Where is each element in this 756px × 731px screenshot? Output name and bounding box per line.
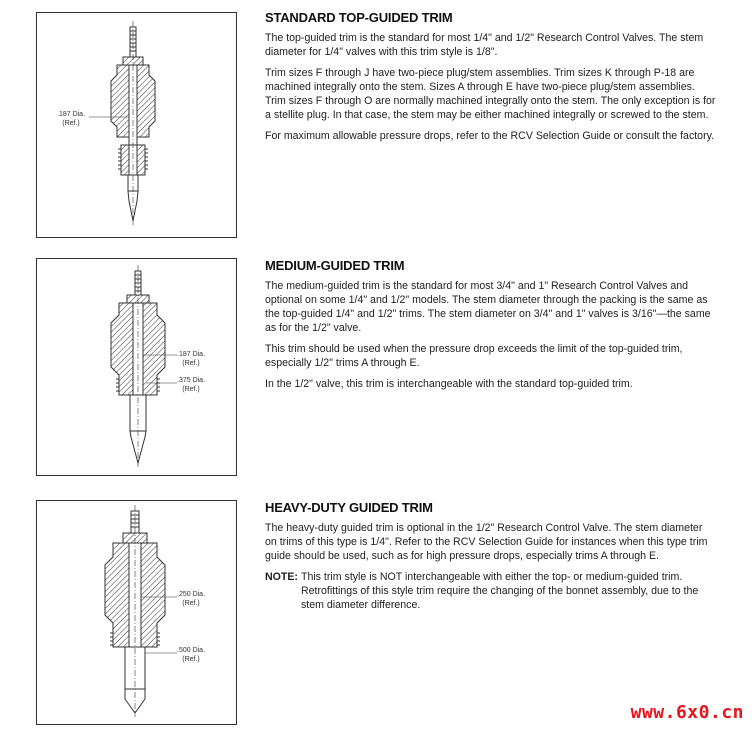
heavy-duty-guided-trim-drawing bbox=[37, 501, 235, 723]
note-label: NOTE: bbox=[265, 571, 298, 583]
section-title: MEDIUM-GUIDED TRIM bbox=[265, 258, 405, 273]
note-text: This trim style is NOT interchangeable with either the top- or medium-guided trim. Retrofittings of this style trim require the changing of the bonnet assembly, due to the stem diameter difference. bbox=[300, 571, 699, 611]
note bbox=[265, 570, 717, 612]
paragraph: Trim sizes F through J have two-piece plug/stem assemblies. Trim sizes K through P-18 are machined integrally onto the stem. Sizes A through E have two-piece plug/stem assemblies. Trim sizes F through O are normally machined integrally onto the stem. The only exception is for a stellite plug. In that case, the stem may be either machined integrally or screwed to the stem. bbox=[265, 67, 716, 121]
callout-ref: (Ref.) bbox=[182, 360, 200, 367]
figure-top-guided-trim bbox=[36, 12, 237, 238]
section-title: HEAVY-DUTY GUIDED TRIM bbox=[265, 500, 433, 515]
callout-guide-diameter bbox=[177, 376, 205, 394]
section-standard-top-guided-trim bbox=[265, 10, 717, 150]
watermark: www.6x0.cn bbox=[630, 702, 744, 723]
callout-line: .500 Dia. bbox=[177, 647, 206, 654]
paragraph: The top-guided trim is the standard for most 1/4" and 1/2" Research Control Valves. The stem diameter for 1/4" valves with this trim style is 1/8". bbox=[265, 32, 704, 58]
callout-stem-diameter bbox=[177, 350, 205, 368]
section-heavy-duty-guided-trim bbox=[265, 500, 717, 612]
callout-ref: (Ref.) bbox=[182, 386, 200, 393]
callout-ref: (Ref.) bbox=[182, 656, 200, 663]
section-medium-guided-trim bbox=[265, 258, 717, 398]
paragraph: The heavy-duty guided trim is optional in the 1/2" Research Control Valve. The stem diameter on trims of this type is 1/4". Refer to the RCV Selection Guide for instances when this type trim guide should be used, such as for high pressure drops, especially trims A through E. bbox=[265, 522, 708, 562]
callout-line: .250 Dia. bbox=[177, 591, 206, 598]
paragraph: For maximum allowable pressure drops, refer to the RCV Selection Guide or consult the factory. bbox=[265, 130, 715, 142]
callout-line: .187 Dia. bbox=[177, 351, 206, 358]
callout-ref: (Ref.) bbox=[182, 600, 200, 607]
callout-guide-diameter bbox=[177, 646, 205, 664]
callout-line: .375 Dia. bbox=[177, 377, 206, 384]
figure-medium-guided-trim bbox=[36, 258, 237, 476]
paragraph: In the 1/2" valve, this trim is interchangeable with the standard top-guided trim. bbox=[265, 378, 633, 390]
paragraph: The medium-guided trim is the standard for most 3/4" and 1" Research Control Valves and optional on some 1/4" and 1/2" models. The stem diameter through the packing is the same as the top-guided 1/4" and 1/2" trims. The stem diameter on 3/4" and 1" valves is 3/16"—the same as for the 1/2" valve. bbox=[265, 280, 711, 334]
medium-guided-trim-drawing bbox=[37, 259, 235, 474]
callout-stem-diameter bbox=[57, 110, 85, 128]
callout-ref: (Ref.) bbox=[62, 120, 80, 127]
paragraph: This trim should be used when the pressure drop exceeds the limit of the top-guided trim, especially 1/2" trims A through E. bbox=[265, 343, 683, 369]
callout-stem-diameter bbox=[177, 590, 205, 608]
figure-heavy-duty-guided-trim bbox=[36, 500, 237, 725]
section-title: STANDARD TOP-GUIDED TRIM bbox=[265, 10, 453, 25]
callout-line: .187 Dia. bbox=[57, 111, 86, 118]
